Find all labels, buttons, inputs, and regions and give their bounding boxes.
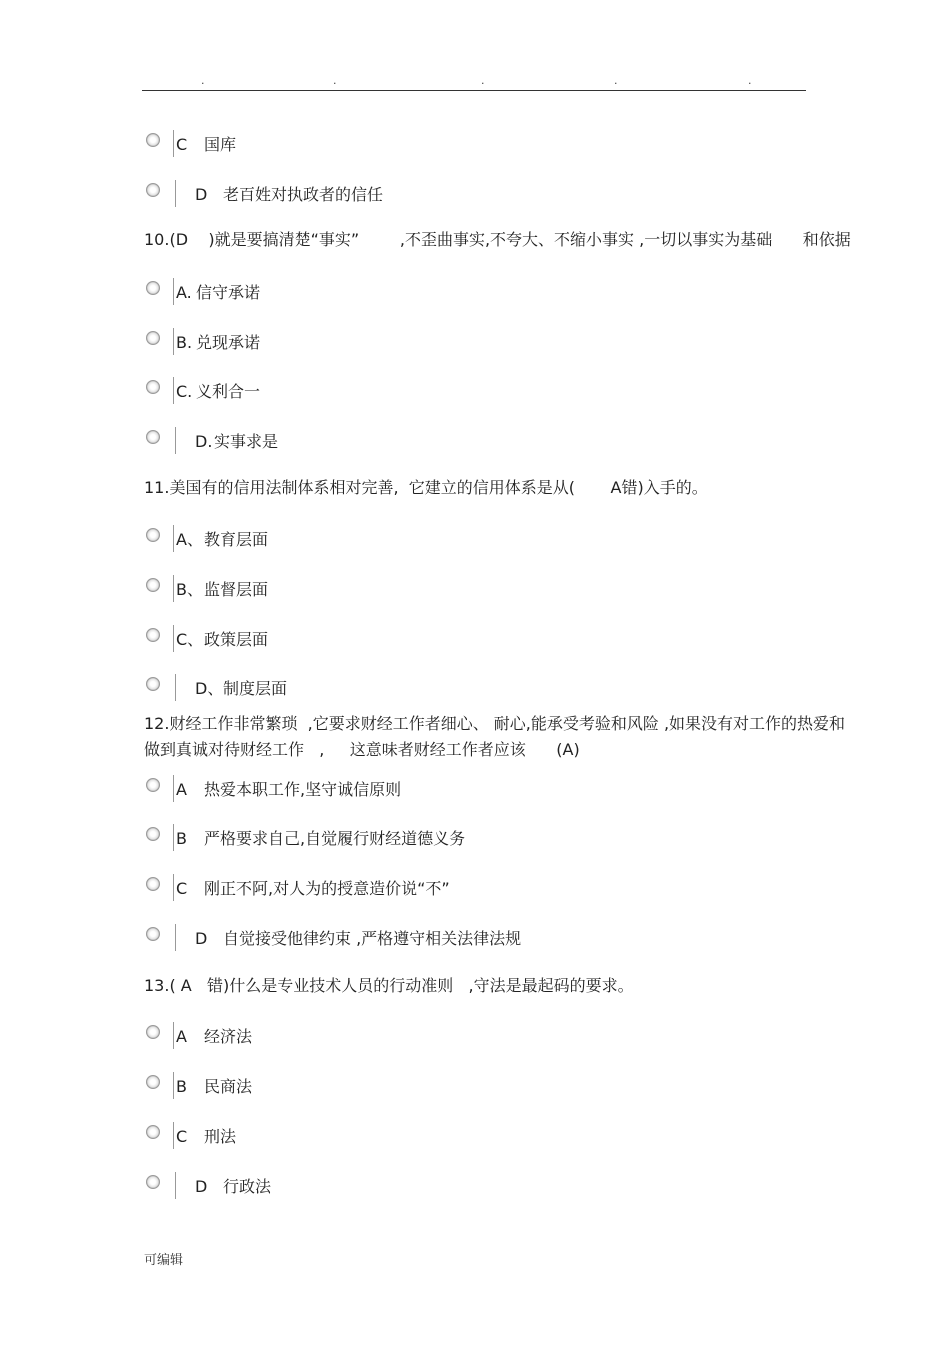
option-text: 民商法: [204, 1077, 253, 1096]
option-text: 义利合一: [196, 382, 261, 401]
divider: [173, 130, 174, 157]
option-text: 自觉接受他律约束 ,严格遵守相关法律法规: [223, 929, 522, 948]
option-key: A: [176, 1027, 187, 1046]
divider: [173, 824, 174, 851]
divider: [173, 525, 174, 552]
option-text: 实事求是: [214, 432, 279, 451]
option-key: B.: [176, 333, 193, 352]
option-key: B: [176, 829, 187, 848]
header-dot: .: [481, 74, 485, 87]
divider: [175, 924, 176, 951]
radio-icon[interactable]: [146, 281, 160, 295]
divider: [173, 377, 174, 404]
question-10: 10.(D )就是要搞清楚“事实” ,不歪曲事实,不夸大、不缩小事实 ,一切以事实为基础 和依据: [144, 230, 851, 249]
question-12-line2: 做到真诚对待财经工作 , 这意味者财经工作者应该 (A): [144, 740, 580, 759]
divider: [175, 674, 176, 701]
radio-icon[interactable]: [146, 1175, 160, 1189]
radio-icon[interactable]: [146, 528, 160, 542]
option-text: 刚正不阿,对人为的授意造价说“不”: [204, 879, 450, 898]
option-key: B、: [176, 580, 203, 599]
option-text: 兑现承诺: [196, 333, 261, 352]
divider: [175, 180, 176, 207]
radio-icon[interactable]: [146, 430, 160, 444]
option-text: 老百姓对执政者的信任: [223, 185, 384, 204]
option-key: A: [176, 780, 187, 799]
radio-icon[interactable]: [146, 578, 160, 592]
option-text: 刑法: [204, 1127, 237, 1146]
option-key: C.: [176, 382, 193, 401]
divider: [173, 278, 174, 305]
option-key: C、: [176, 630, 204, 649]
divider: [175, 427, 176, 454]
option-key: C: [176, 1127, 188, 1146]
radio-icon[interactable]: [146, 677, 160, 691]
header-rule: [142, 90, 806, 91]
option-text: 行政法: [223, 1177, 272, 1196]
radio-icon[interactable]: [146, 183, 160, 197]
option-text: 政策层面: [204, 630, 269, 649]
option-key: C: [176, 135, 188, 154]
option-text: 严格要求自己,自觉履行财经道德义务: [204, 829, 466, 848]
option-key: D: [195, 185, 208, 204]
divider: [175, 1172, 176, 1199]
question-13: 13.( A 错)什么是专业技术人员的行动准则 ,守法是最起码的要求。: [144, 976, 634, 995]
footer-editable-label: 可编辑: [144, 1253, 184, 1268]
option-key: A、: [176, 530, 203, 549]
radio-icon[interactable]: [146, 1025, 160, 1039]
radio-icon[interactable]: [146, 778, 160, 792]
radio-icon[interactable]: [146, 927, 160, 941]
radio-icon[interactable]: [146, 331, 160, 345]
header-dot: .: [748, 74, 752, 87]
option-text: 监督层面: [204, 580, 269, 599]
divider: [173, 328, 174, 355]
option-text: 制度层面: [223, 679, 288, 698]
radio-icon[interactable]: [146, 628, 160, 642]
option-text: 教育层面: [204, 530, 269, 549]
divider: [173, 1022, 174, 1049]
divider: [173, 1122, 174, 1149]
option-key: A.: [176, 283, 192, 302]
option-key: D.: [195, 432, 213, 451]
radio-icon[interactable]: [146, 133, 160, 147]
radio-icon[interactable]: [146, 1125, 160, 1139]
radio-icon[interactable]: [146, 380, 160, 394]
option-key: D: [195, 1177, 208, 1196]
divider: [173, 575, 174, 602]
divider: [173, 874, 174, 901]
option-text: 热爱本职工作,坚守诚信原则: [204, 780, 402, 799]
radio-icon[interactable]: [146, 1075, 160, 1089]
header-dot: .: [201, 74, 205, 87]
question-11: 11.美国有的信用法制体系相对完善, 它建立的信用体系是从( A错)入手的。: [144, 478, 708, 497]
divider: [173, 775, 174, 802]
option-key: D: [195, 929, 208, 948]
radio-icon[interactable]: [146, 827, 160, 841]
option-key: D、: [195, 679, 224, 698]
radio-icon[interactable]: [146, 877, 160, 891]
header-dot: .: [614, 74, 618, 87]
divider: [173, 625, 174, 652]
option-key: C: [176, 879, 188, 898]
option-text: 国库: [204, 135, 237, 154]
option-text: 信守承诺: [196, 283, 261, 302]
question-12-line1: 12.财经工作非常繁琐 ,它要求财经工作者细心、 耐心,能承受考验和风险 ,如果没有对工作的热爱和: [144, 714, 846, 733]
divider: [173, 1072, 174, 1099]
option-text: 经济法: [204, 1027, 253, 1046]
option-key: B: [176, 1077, 187, 1096]
header-dot: .: [333, 74, 337, 87]
